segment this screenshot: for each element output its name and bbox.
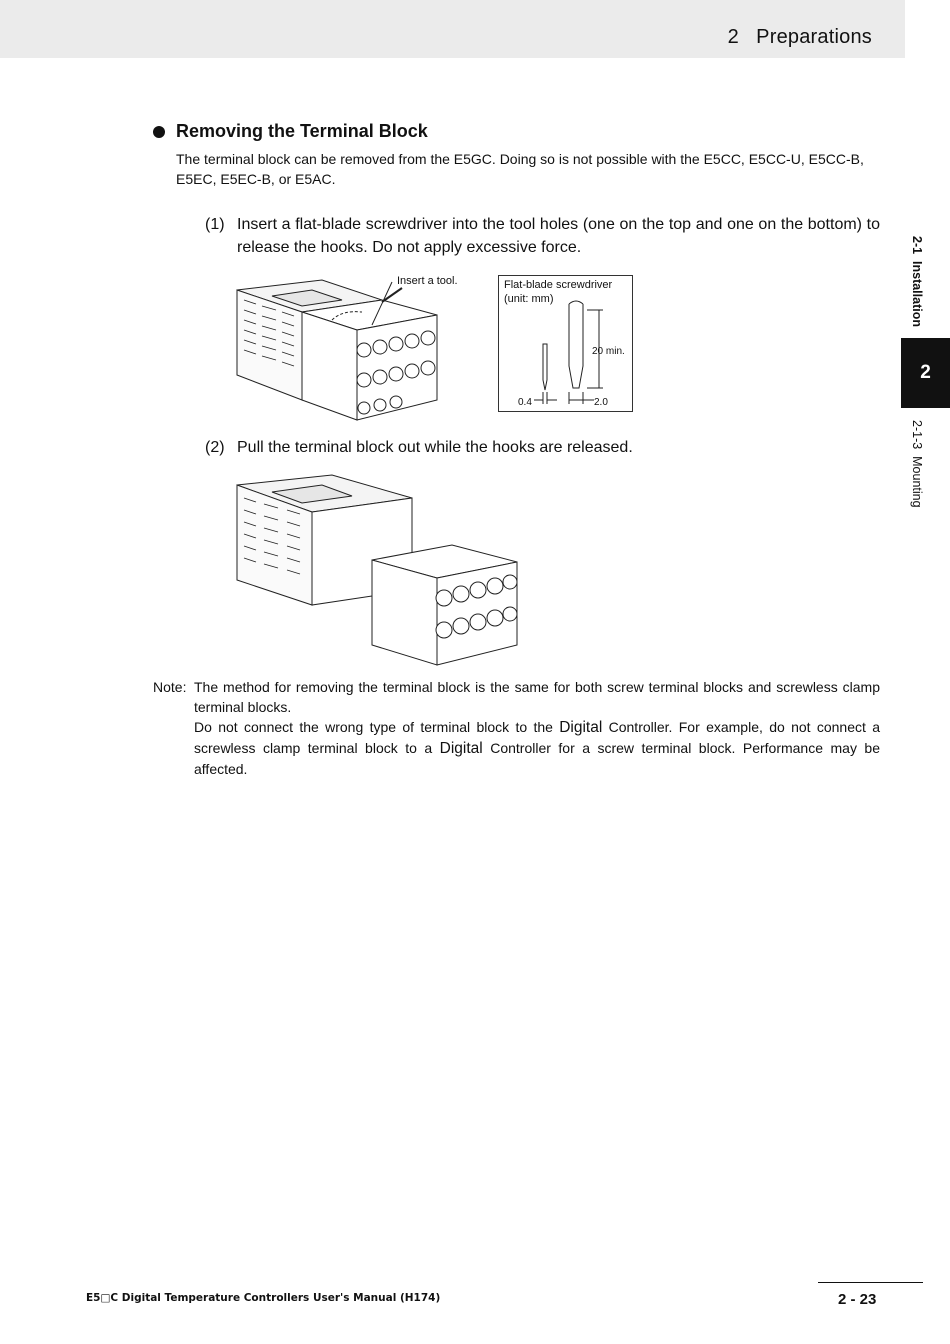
note-block xyxy=(153,677,880,779)
side-subsection-label: 2-1-3 Mounting xyxy=(910,420,924,508)
step-number: (1) xyxy=(205,216,225,233)
page-header-title: 2 Preparations xyxy=(727,26,872,48)
controller-tool-illustration xyxy=(232,270,442,432)
step-number: (2) xyxy=(205,439,225,456)
screwdriver-title: Flat-blade screwdriver xyxy=(504,279,613,291)
intro-paragraph: The terminal block can be removed from the E5GC. Doing so is not possible with the E5CC, E5CC-U, E5CC-B, E5EC, E5EC-B, or E5AC. xyxy=(176,151,864,187)
dimension-length: 20 min. xyxy=(592,346,625,357)
chapter-tab: 2 xyxy=(901,338,950,408)
section-heading-text: Removing the Terminal Block xyxy=(176,121,428,141)
screwdriver-drawing xyxy=(499,276,632,411)
page-number: 2 - 23 xyxy=(838,1291,877,1308)
screwdriver-spec-box xyxy=(498,275,633,412)
step-1 xyxy=(205,213,880,259)
section-heading xyxy=(153,121,428,142)
note-digital-word: Digital xyxy=(439,740,483,757)
step-text: Pull the terminal block out while the hooks are released. xyxy=(237,439,633,456)
dimension-tip: 0.4 xyxy=(518,397,532,408)
note-label: Note: xyxy=(153,679,187,695)
bullet-icon xyxy=(153,126,165,138)
note-line-2: Do not connect the wrong type of terminal block to the Digital Controller. For example, do not connect a screwless clamp terminal block to a Digital Controller for a screw terminal block. Performance may be affected. xyxy=(194,719,880,777)
step-2 xyxy=(205,436,880,459)
side-section-label: 2-1 Installation xyxy=(910,236,924,327)
step-text: Insert a flat-blade screwdriver into the tool holes (one on the top and one on the bottom) to release the hooks. Do not apply excessive force. xyxy=(237,216,880,256)
insert-tool-label: Insert a tool. xyxy=(397,275,458,287)
dimension-width: 2.0 xyxy=(594,397,608,408)
footer-rule xyxy=(818,1282,923,1283)
screwdriver-unit: (unit: mm) xyxy=(504,293,554,305)
note-line-1: The method for removing the terminal block is the same for both screw terminal blocks and screwless clamp terminal blocks. xyxy=(194,679,880,715)
note-body xyxy=(194,677,880,779)
note-digital-word: Digital xyxy=(559,719,603,736)
footer-manual-title: E5□C Digital Temperature Controllers User's Manual (H174) xyxy=(86,1292,441,1304)
terminal-block-removal-illustration xyxy=(232,470,522,670)
